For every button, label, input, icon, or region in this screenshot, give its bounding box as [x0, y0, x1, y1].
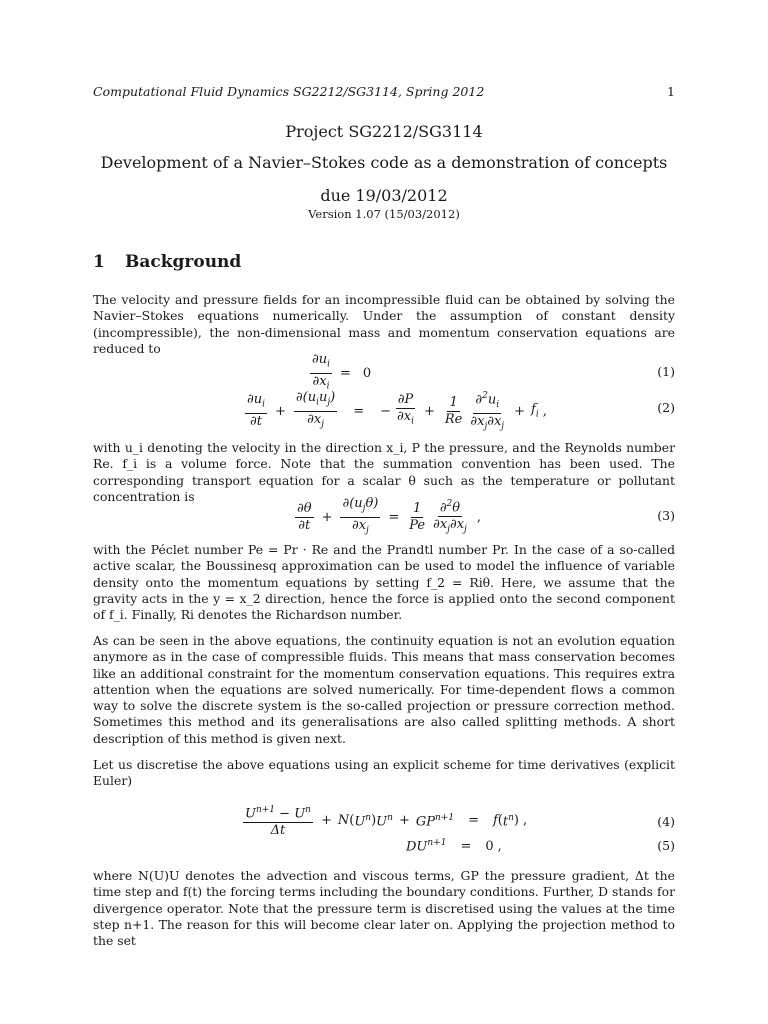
running-header	[93, 84, 675, 99]
equation-number-5: (5)	[657, 838, 675, 853]
equation-1: $\frac{\partial u_i}{\partial x_i}$ = 0 (1)	[312, 352, 675, 392]
paragraph-1: The velocity and pressure fields for an incompressible fluid can be obtained by solving the Navier–Stokes equations numerically. Under the assumption of constant density (incompressible), the non-dimensional mass and momentum conservation equations are reduced to	[93, 292, 675, 356]
paragraph-3: with the Péclet number Pe = Pr · Re and the Prandtl number Pr. In the case of a so-called active scalar, the Boussinesq approximation can be used to model the influence of variable density onto the momentum equations by setting f_2 = Riθ. Here, we assume that the gravity acts in the y = x_2 direction, hence the force is applied onto the second component of f_i. Finally, Ri denotes the Richardson number.	[93, 542, 675, 623]
due-date: due 19/03/2012	[320, 186, 448, 205]
version-line: Version 1.07 (15/03/2012)	[308, 207, 460, 221]
project-title: Project SG2212/SG3114	[285, 122, 483, 141]
equation-2: $\frac{\partial u_i}{\partial t}$ + $\frac{\partial(u_iu_j)}{\partial x_j}$ = − $\frac{\partial P}{\partial x_i}$ + $\frac{1}{Re}$ $\frac{\partial^2u_i}{\partial x_j\partial x_j}$ + $f_i$ , (2)	[93, 388, 675, 428]
section-heading	[93, 252, 241, 272]
paragraph-6: where N(U)U denotes the advection and viscous terms, GP the pressure gradient, Δt the time step and f(t) the forcing terms including the boundary conditions. Further, D stands for divergence operator. Note that the pressure term is discretised using the values at the time step n+1. The reason for this will become clear later on. Applying the projection method to the set	[93, 868, 675, 949]
equation-number-1: (1)	[657, 364, 675, 379]
section-title: Background	[125, 252, 242, 272]
project-subtitle: Development of a Navier–Stokes code as a demonstration of concepts	[100, 153, 668, 172]
equation-5: $DU^{n+1}$ = 0 , (5)	[406, 838, 675, 855]
header-course: Computational Fluid Dynamics SG2212/SG3114, Spring 2012	[93, 84, 485, 99]
section-number: 1	[93, 252, 105, 272]
equation-3: $\frac{\partial\theta}{\partial t}$ + $\frac{\partial(u_j\theta)}{\partial x_j}$ = $\frac{1}{Pe}$ $\frac{\partial^2\theta}{\partial x_j\partial x_j}$ , (3)	[297, 496, 675, 536]
equation-4: $\frac{U^{n+1} - U^n}{\Delta t}$ + N ( $U^n$ ) $U^n$ + $GP^{n+1}$ = f ( $t^n$ ) , (4)	[93, 802, 675, 842]
page-number: 1	[667, 84, 675, 99]
paragraph-5: Let us discretise the above equations using an explicit scheme for time derivatives (explicit Euler)	[93, 757, 675, 789]
equation-number-3: (3)	[657, 508, 675, 523]
paragraph-4: As can be seen in the above equations, the continuity equation is not an evolution equation anymore as in the case of compressible fluids. This means that mass conservation becomes like an additional constraint for the momentum conservation equations. This requires extra attention when the equations are solved numerically. For time-dependent flows a common way to solve the discrete system is the so-called projection or pressure correction method. Sometimes this method and its generalisations are also called splitting methods. A short description of this method is given next.	[93, 633, 675, 746]
equation-number-4: (4)	[657, 814, 675, 829]
equation-number-2: (2)	[657, 400, 675, 415]
paragraph-2: with u_i denoting the velocity in the direction x_i, P the pressure, and the Reynolds number Re. f_i is a volume force. Note that the summation convention has been used. The corresponding transport equation for a scalar θ such as the temperature or pollutant concentration is	[93, 440, 675, 504]
